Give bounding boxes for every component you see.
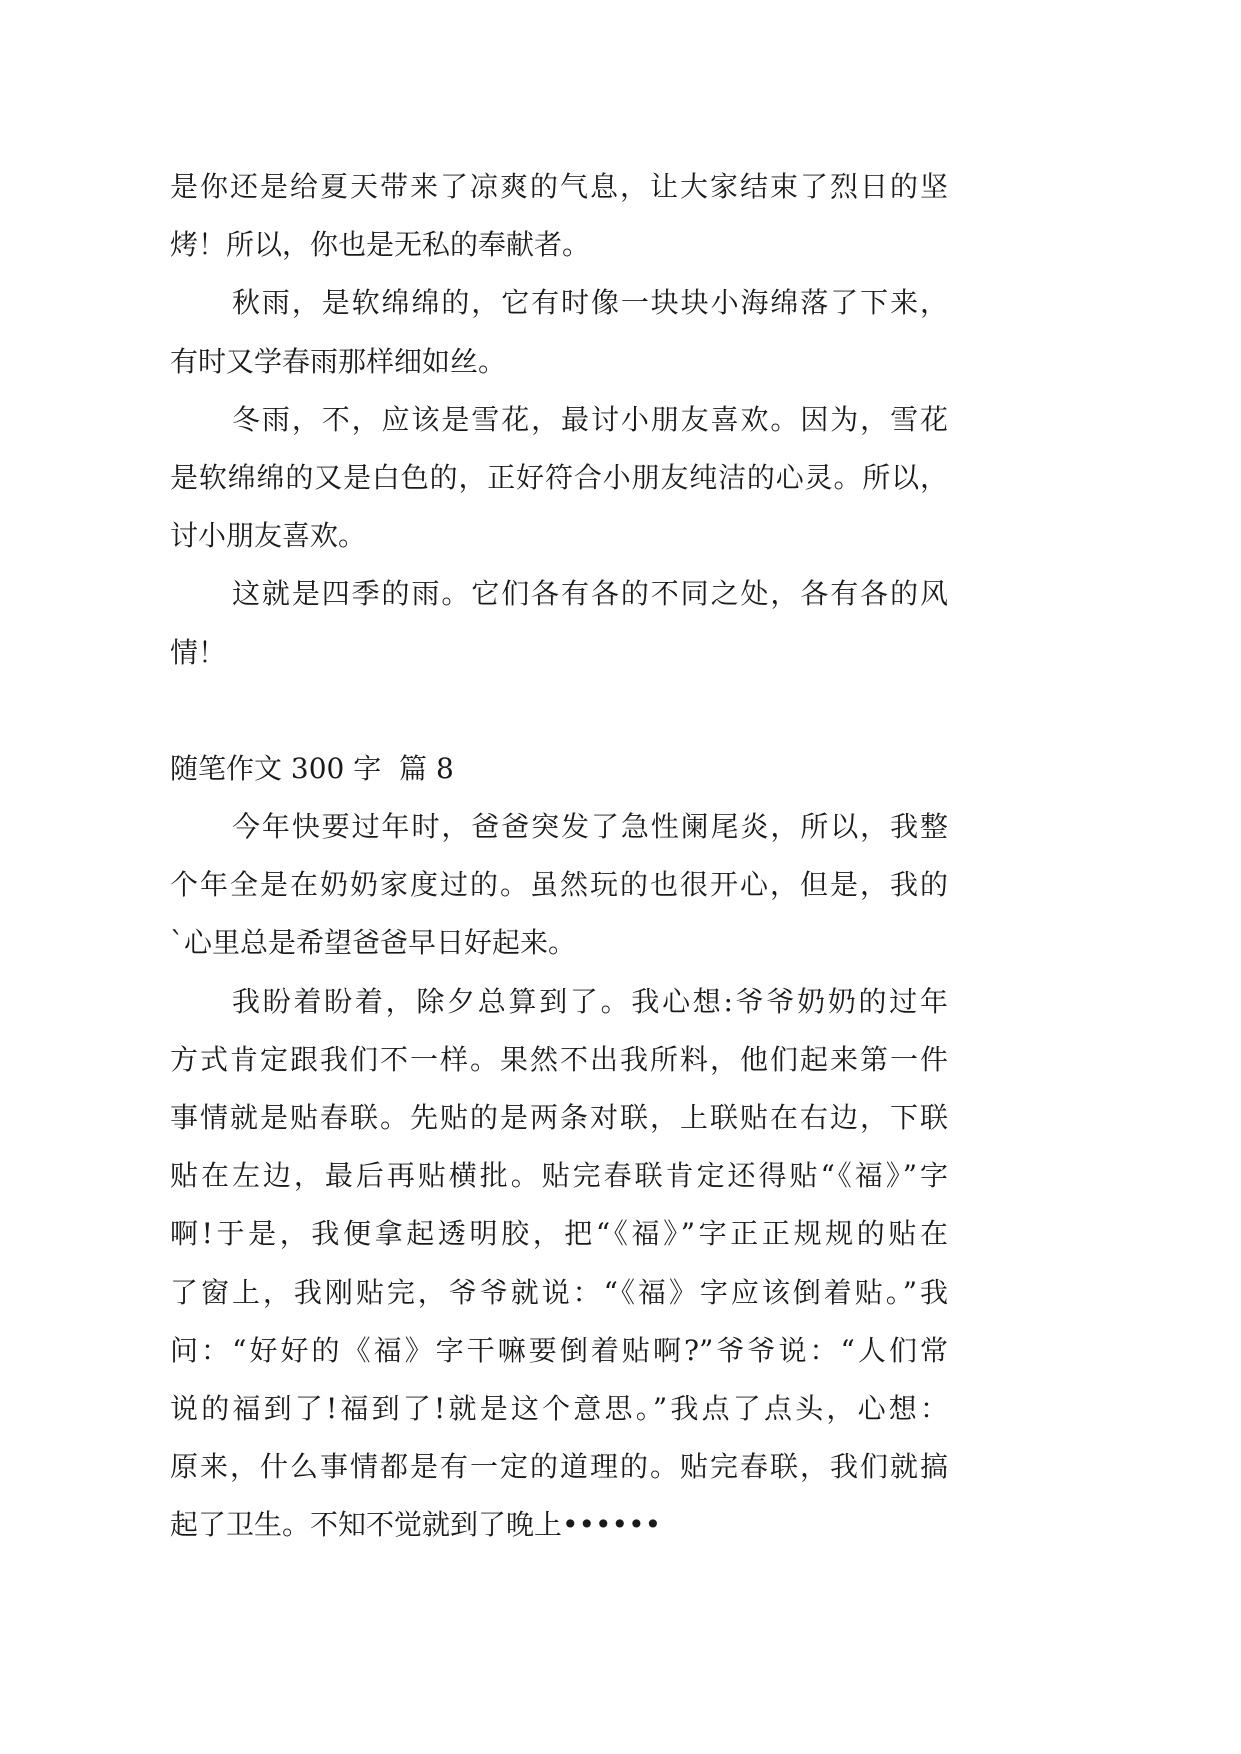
text-line: 我盼着盼着，除夕总算到了。我心想:爷爷奶奶的过年 bbox=[232, 984, 948, 1018]
paragraph bbox=[170, 158, 948, 274]
paragraph bbox=[170, 565, 948, 681]
text-line: 了窗上，我刚贴完，爷爷就说：“《福》字应该倒着贴。”我 bbox=[170, 1275, 948, 1309]
text-line: 问：“好好的《福》字干嘛要倒着贴啊?”爷爷说：“人们常 bbox=[170, 1333, 948, 1367]
text-line: 今年快要过年时，爸爸突发了急性阑尾炎，所以，我整 bbox=[232, 810, 948, 844]
text-line: 方式肯定跟我们不一样。果然不出我所料，他们起来第一件 bbox=[170, 1042, 948, 1076]
text-line: 讨小朋友喜欢。 bbox=[170, 519, 367, 553]
text-line: 情！ bbox=[170, 635, 227, 669]
text-line: `心里总是希望爸爸早日好起来。 bbox=[170, 926, 577, 960]
text-line: 冬雨，不，应该是雪花，最讨小朋友喜欢。因为，雪花 bbox=[232, 402, 948, 436]
paragraph bbox=[170, 274, 948, 390]
paragraph-gap bbox=[170, 682, 948, 740]
text-line: 事情就是贴春联。先贴的是两条对联，上联贴在右边，下联 bbox=[170, 1101, 948, 1134]
text-line: 起了卫生。不知不觉就到了晚上•••••• bbox=[170, 1508, 662, 1542]
text-line: 是软绵绵的又是白色的，正好符合小朋友纯洁的心灵。所以， bbox=[170, 460, 948, 494]
text-line: 秋雨，是软绵绵的，它有时像一块块小海绵落了下来， bbox=[232, 286, 948, 320]
text-line: 烤！所以，你也是无私的奉献者。 bbox=[170, 228, 591, 262]
text-line: 是你还是给夏天带来了凉爽的气息，让大家结束了烈日的坚 bbox=[170, 170, 948, 203]
text-line: 个年全是在奶奶家度过的。虽然玩的也很开心，但是，我的 bbox=[170, 868, 948, 902]
paragraph bbox=[170, 798, 948, 973]
text-line: 啊!于是，我便拿起透明胶，把“《福》”字正正规规的贴在 bbox=[170, 1217, 948, 1251]
document-body bbox=[170, 158, 948, 1555]
text-line: 原来，什么事情都是有一定的道理的。贴完春联，我们就搞 bbox=[170, 1450, 948, 1484]
text-line: 有时又学春雨那样细如丝。 bbox=[170, 344, 507, 378]
paragraph bbox=[170, 391, 948, 566]
text-line: 这就是四季的雨。它们各有各的不同之处，各有各的风 bbox=[232, 577, 948, 611]
text-line: 贴在左边，最后再贴横批。贴完春联肯定还得贴“《福》”字 bbox=[170, 1159, 948, 1193]
text-line: 说的福到了!福到了!就是这个意思。”我点了点头，心想： bbox=[170, 1391, 948, 1425]
section-heading: 随笔作文 300 字 篇 8 bbox=[170, 751, 454, 785]
paragraph bbox=[170, 973, 948, 1555]
